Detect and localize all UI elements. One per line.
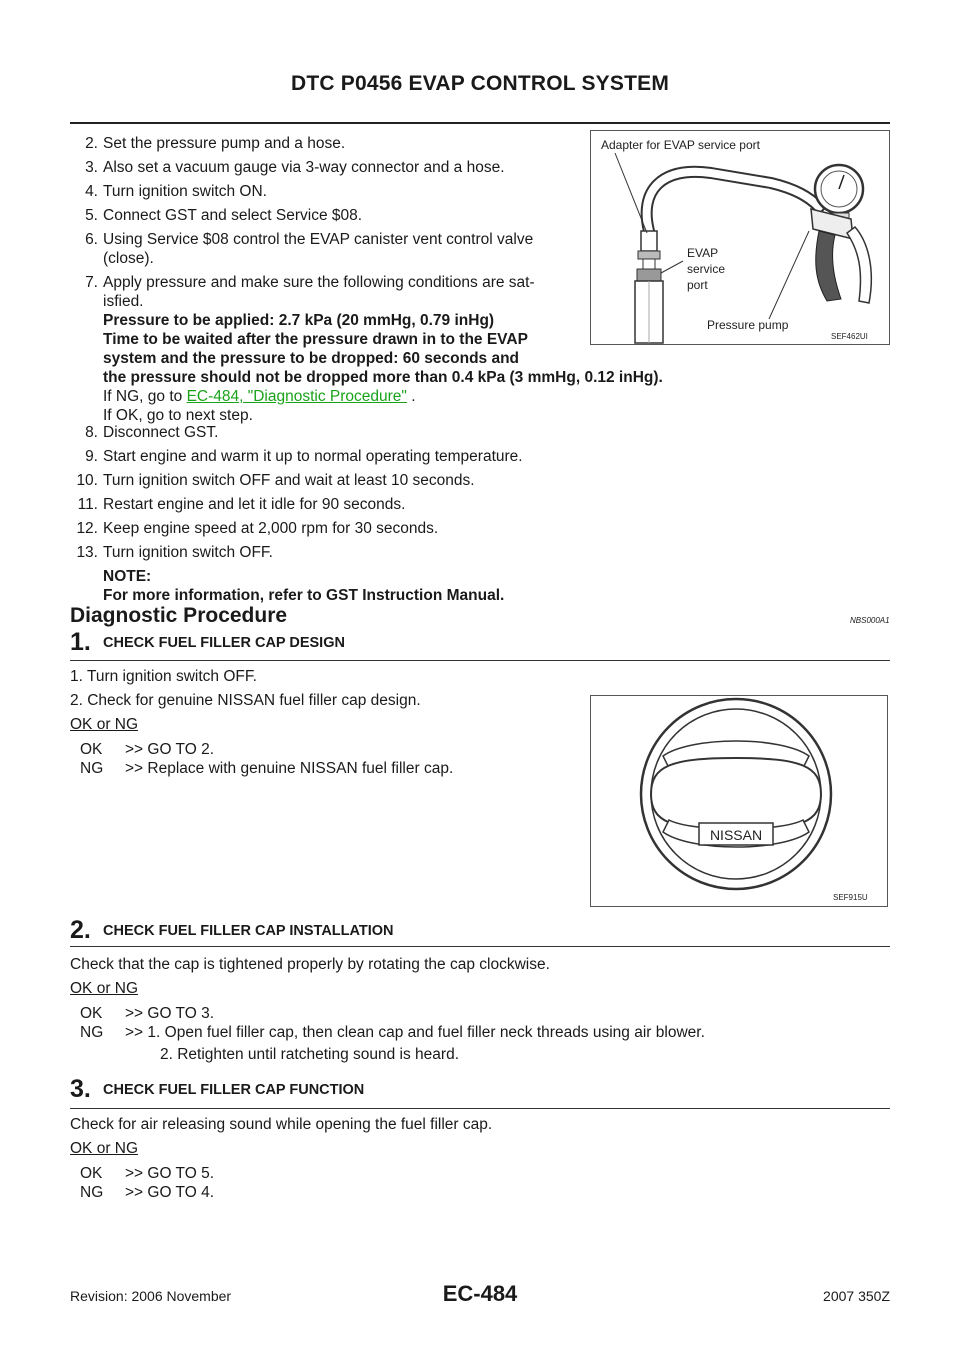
note-text: For more information, refer to GST Instruction Manual. (103, 587, 505, 604)
step-number: 7. (85, 274, 98, 291)
diagnostic-procedure-link[interactable]: EC-484, "Diagnostic Procedure" (186, 388, 407, 405)
step-number: 4. (85, 183, 98, 200)
note-label: NOTE: (103, 568, 152, 585)
check-step: 1. Turn ignition switch OFF. (70, 668, 257, 685)
fuel-cap-illustration (591, 696, 887, 906)
condition-line: Pressure to be applied: 2.7 kPa (20 mmHg, 0.79 inHg) (103, 312, 495, 329)
check-rule (70, 1108, 890, 1109)
check-rule (70, 660, 890, 661)
page-number: EC-484 (442, 1281, 518, 1306)
evap-label-3: port (687, 278, 708, 292)
ng-suffix: . (406, 388, 416, 405)
result-value: >> 1. Open fuel filler cap, then clean cap and fuel filler neck threads using air blower. (125, 1024, 705, 1041)
check-step: Check for air releasing sound while opening the fuel filler cap. (70, 1116, 493, 1133)
evap-label-1: EVAP (687, 246, 719, 260)
result-key: OK (80, 1165, 103, 1182)
step-text: Turn ignition switch OFF. (103, 544, 273, 561)
result-value: >> GO TO 2. (125, 741, 215, 758)
section-heading: Diagnostic Procedure (70, 604, 288, 627)
pressure-pump-illustration (591, 131, 889, 344)
cap-brand-text: NISSAN (709, 827, 763, 843)
step-text: Using Service $08 control the EVAP canister vent control valve (103, 231, 534, 248)
check-title: CHECK FUEL FILLER CAP FUNCTION (103, 1082, 365, 1098)
step-number: 8. (85, 424, 98, 441)
step-number: 10. (76, 472, 98, 489)
check-number: 2. (70, 916, 91, 944)
result-key: NG (80, 1024, 104, 1041)
step-text: Restart engine and let it idle for 90 seconds. (103, 496, 406, 513)
step-number: 6. (85, 231, 98, 248)
step-text: Also set a vacuum gauge via 3-way connector and a hose. (103, 159, 505, 176)
result-value: >> GO TO 3. (125, 1005, 215, 1022)
page-title: DTC P0456 EVAP CONTROL SYSTEM (290, 72, 670, 95)
ok-or-ng-label: OK or NG (70, 1140, 139, 1157)
section-code: NBS000A1 (850, 616, 890, 625)
condition-line: system and the pressure to be dropped: 60 seconds and (103, 350, 520, 367)
check-step: 2. Check for genuine NISSAN fuel filler cap design. (70, 692, 421, 709)
condition-line: Time to be waited after the pressure drawn in to the EVAP (103, 331, 528, 348)
check-title: CHECK FUEL FILLER CAP INSTALLATION (103, 923, 394, 939)
figure-code: SEF915U (833, 893, 868, 902)
result-value: >> Replace with genuine NISSAN fuel filler cap. (125, 760, 454, 777)
ok-instruction: If OK, go to next step. (103, 407, 253, 424)
fuel-cap-figure (590, 695, 888, 907)
ok-or-ng-label: OK or NG (70, 980, 139, 997)
result-key: NG (80, 760, 104, 777)
evap-label-2: service (687, 262, 726, 276)
step-text: Set the pressure pump and a hose. (103, 135, 346, 152)
condition-line: the pressure should not be dropped more than 0.4 kPa (3 mmHg, 0.12 inHg). (103, 369, 663, 386)
check-number: 3. (70, 1075, 91, 1103)
step-number: 9. (85, 448, 98, 465)
step-text: Disconnect GST. (103, 424, 219, 441)
step-number: 3. (85, 159, 98, 176)
step-number: 13. (76, 544, 98, 561)
model-label: 2007 350Z (823, 1288, 890, 1304)
step-text: Apply pressure and make sure the following conditions are sat- (103, 274, 535, 291)
adapter-label: Adapter for EVAP service port (601, 138, 760, 152)
step-text: Turn ignition switch ON. (103, 183, 267, 200)
pressure-pump-figure (590, 130, 890, 345)
step-number: 11. (77, 496, 98, 513)
step-number: 12. (76, 520, 98, 537)
step-number: 2. (85, 135, 98, 152)
result-key: OK (80, 741, 103, 758)
result-key: OK (80, 1005, 103, 1022)
ok-or-ng-label: OK or NG (70, 716, 139, 733)
ng-instruction (103, 388, 416, 406)
step-text-cont: (close). (103, 250, 154, 267)
result-value-cont: 2. Retighten until ratcheting sound is heard. (160, 1046, 459, 1063)
check-title: CHECK FUEL FILLER CAP DESIGN (103, 635, 345, 651)
step-text: Start engine and warm it up to normal operating temperature. (103, 448, 523, 465)
step-number: 5. (85, 207, 98, 224)
step-text-cont: isfied. (103, 293, 144, 310)
step-text: Turn ignition switch OFF and wait at least 10 seconds. (103, 472, 475, 489)
step-text: Connect GST and select Service $08. (103, 207, 363, 224)
header-rule (70, 122, 890, 124)
check-step: Check that the cap is tightened properly by rotating the cap clockwise. (70, 956, 550, 973)
result-value: >> GO TO 4. (125, 1184, 215, 1201)
step-text: Keep engine speed at 2,000 rpm for 30 seconds. (103, 520, 439, 537)
check-number: 1. (70, 628, 91, 656)
pump-label: Pressure pump (707, 318, 789, 332)
check-rule (70, 946, 890, 947)
result-value: >> GO TO 5. (125, 1165, 215, 1182)
ng-prefix: If NG, go to (103, 388, 187, 405)
figure-code: SEF462UI (831, 332, 868, 341)
revision-label: Revision: 2006 November (70, 1288, 232, 1304)
result-key: NG (80, 1184, 104, 1201)
